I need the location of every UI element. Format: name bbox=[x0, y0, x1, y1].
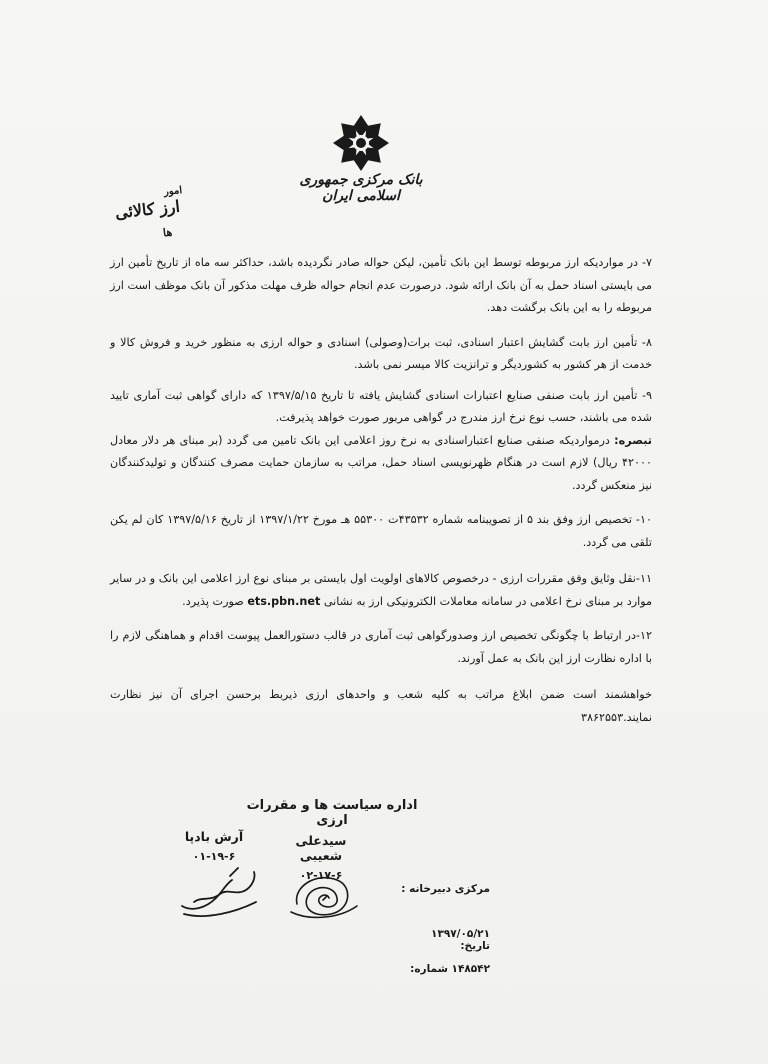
signer-left-name: آرش بادپا bbox=[184, 829, 244, 844]
department-stamp bbox=[114, 185, 183, 252]
paragraph-11-text-b: صورت پذیرد. bbox=[182, 594, 248, 608]
paragraph-9: ۹- تأمین ارز بابت صنفی صنایع اعتبارات اسنادی گشایش یافته تا تاریخ ۱۳۹۷/۵/۱۵ که دارای گواهی ثبت آماری تایید شده می باشند، حسب نوع نرخ ارز مندرج در گواهی مربور صورت خواهد پذیرفت. bbox=[110, 388, 652, 424]
stamp-line-1: امور bbox=[163, 185, 183, 198]
registry-number: ۱۴۸۵۴۲ شماره: bbox=[410, 963, 490, 975]
paragraph-11 bbox=[110, 568, 652, 613]
paragraph-12: ۱۲-در ارتباط با چگونگی تخصیص ارز وصدورگواهی ثبت آماری در قالب دستورالعمل پیوست اقدام و هماهنگی لازم را با اداره نظارت ارز این بانک به عمل آورند. bbox=[110, 629, 652, 665]
signer-right-code: ۰۲-۱۷-۶ bbox=[299, 869, 343, 882]
letter-body bbox=[110, 252, 652, 729]
note-paragraph bbox=[110, 430, 652, 498]
paragraph-8: ۸- تأمین ارز بابت گشایش اعتبار اسنادی، ثبت برات(وصولی) اسنادی و حواله ارزی به منظور خرید و فروش کالا و خدمت از هر کشور به کشوردیگر و ترانزیت کالا میسر نمی باشد. bbox=[110, 335, 652, 371]
central-bank-logo-icon bbox=[331, 113, 391, 173]
paragraph-11-text-a: ۱۱-نقل وثایق وفق مقررات ارزی - درخصوص کالاهای اولویت اول بایستی بر مبنای نوع ارز اعلامی این بانک و در سایر موارد بر مبنای نرخ اعلامی در سامانه معاملات الکترونیکی ارز به نشانی bbox=[110, 572, 652, 608]
bank-name: بانک مرکزی جمهوری اسلامی ایران bbox=[299, 172, 423, 204]
registry-label: مرکزی دبیرخانه : bbox=[401, 883, 490, 895]
signature-right-icon bbox=[287, 866, 361, 922]
registry-date: ۱۳۹۷/۰۵/۲۱ تاریخ: bbox=[431, 928, 490, 952]
exchange-system-url: ets.pbn.net bbox=[247, 594, 321, 608]
signer-right-name: سیدعلی شعیبی bbox=[295, 833, 347, 863]
signer-left-code: ۰۱-۱۹-۶ bbox=[192, 850, 236, 863]
signature-left-icon bbox=[176, 862, 260, 922]
stamp-line-3: ها bbox=[162, 225, 173, 240]
stamp-line-2: ارز کالائی bbox=[114, 196, 181, 223]
note-text: درمواردیکه صنفی صنایع اعتباراسنادی به نرخ روز اعلامی این بانک تامین می گردد (بر مبنای هر دلار معادل ۴۲۰۰۰ ریال) لازم است در هنگام ظهرنویسی اسناد حمل، مراتب به سازمان حمایت مصرف کنندگان و تولیدکنندگان نیز منعکس گردد. bbox=[110, 433, 652, 492]
signer-left bbox=[174, 829, 254, 863]
paragraph-7: ۷- در مواردیکه ارز مربوطه توسط این بانک تأمین، لیکن حواله صادر نگردیده باشد، حداکثر سه ماه از تاریخ تأمین ارز می بایستی اسناد حمل به آن بانک ارائه شود. درصورت عدم انجام حواله ظرف مهلت مذکور آن بانک موظف است ارز مربوطه را به این بانک برگشت دهد. bbox=[110, 256, 652, 314]
note-label: تبصره: bbox=[614, 433, 652, 447]
paragraph-10: ۱۰- تخصیص ارز وفق بند ۵ از تصویبنامه شماره ۴۳۵۳۲ت ۵۵۳۰۰ هـ مورخ ۱۳۹۷/۱/۲۲ از تاریخ ۱۳۹۷/۵/۱۶ کان لم یکن تلقی می گردد. bbox=[110, 513, 652, 549]
closing-paragraph: خواهشمند است ضمن ابلاغ مراتب به کلیه شعب و واحدهای ارزی ذیربط برحسن اجرای آن نیز نظارت نمایند.۳۸۶۲۵۵۳ bbox=[110, 688, 652, 724]
department-title: اداره سیاست ها و مقررات ارزی bbox=[246, 798, 418, 828]
